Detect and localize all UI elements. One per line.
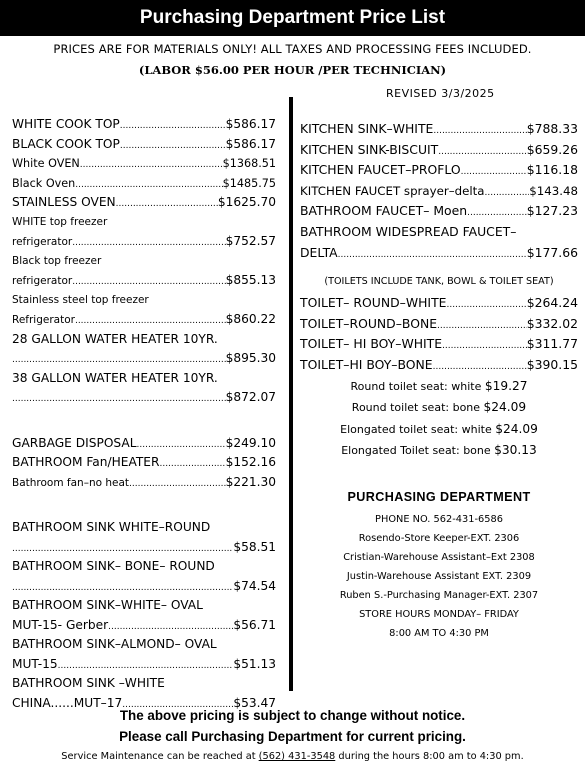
item-name: Round toilet seat: bone (351, 401, 481, 415)
item-price: $752.57 (225, 234, 276, 248)
page-title: Purchasing Department Price List (0, 0, 585, 36)
item-price: $30.13 (494, 443, 537, 458)
item-name: TOILET–ROUND–BONE (300, 315, 438, 331)
price-row (300, 314, 578, 335)
item-price: $58.51 (233, 539, 276, 554)
item-name-line: 28 GALLON WATER HEATER 10YR. (12, 331, 218, 346)
item-name: Refrigerator (12, 314, 75, 326)
item-name: Bathroom fan–no heat (12, 476, 130, 489)
item-name-line: BATHROOM SINK–WHITE– OVAL (12, 598, 203, 612)
item-name: Elongated toilet seat: white (340, 422, 492, 436)
item-price: $1625.70 (217, 195, 276, 209)
service-phone-link[interactable]: (562) 431-3548 (258, 751, 336, 762)
price-row (12, 577, 276, 597)
price-row (12, 655, 276, 675)
item-price: $53.47 (233, 695, 276, 710)
column-divider (289, 97, 293, 691)
item-price: $390.15 (526, 356, 578, 372)
price-row (12, 349, 276, 369)
item-price: $56.71 (233, 617, 276, 632)
item-name: KITCHEN FAUCET–PROFLO (300, 162, 461, 178)
item-price: $332.02 (526, 315, 578, 331)
item-price: $249.10 (225, 435, 276, 450)
price-row (12, 174, 276, 194)
price-row (12, 154, 276, 174)
item-price: $152.16 (225, 455, 276, 469)
contact-line: Ruben S.-Purchasing Manager-EXT. 2307 (339, 590, 539, 601)
item-price: $872.07 (225, 390, 276, 404)
price-row (300, 160, 578, 181)
item-name-line: BATHROOM SINK –WHITE (12, 676, 165, 690)
item-name-line: Black top freezer (12, 254, 102, 267)
item-name: refrigerator (12, 236, 73, 248)
item-name: KITCHEN FAUCET sprayer–delta (300, 183, 485, 198)
labor-rate: (LABOR $56.00 PER HOUR /PER TECHNICIAN) (138, 63, 447, 77)
item-price: $116.18 (526, 162, 578, 178)
item-price: $895.30 (225, 351, 276, 365)
item-price: $127.23 (526, 203, 578, 219)
toilet-seat-row (300, 419, 578, 441)
item-name-line: 38 GALLON WATER HEATER 10YR. (12, 370, 218, 385)
price-row (12, 434, 276, 454)
item-name: MUT-15 (12, 656, 58, 671)
item-name: TOILET– ROUND–WHITE (300, 295, 447, 311)
contact-line: PHONE NO. 562-431-6586 (375, 514, 503, 525)
item-name: TOILET–HI BOY–BONE (300, 356, 433, 372)
item-price: $1368.51 (222, 157, 276, 170)
price-row (12, 616, 276, 636)
price-row (12, 453, 276, 473)
item-name: GARBAGE DISPOSAL (12, 435, 137, 450)
item-name: MUT-15- Gerber (12, 617, 109, 632)
item-name: TOILET– HI BOY–WHITE (300, 336, 443, 352)
item-name: Elongated Toilet seat: bone (341, 444, 491, 458)
item-name-line: Stainless steel top freezer (12, 293, 149, 306)
price-row (12, 232, 276, 252)
contact-line: Cristian-Warehouse Assistant–Ext 2308 (343, 552, 535, 563)
left-price-column (12, 115, 276, 713)
price-row (12, 115, 276, 135)
item-name-line: WHITE top freezer (12, 215, 108, 228)
price-row (300, 201, 578, 222)
item-price: $19.27 (484, 378, 528, 393)
item-price: $24.09 (495, 421, 538, 436)
price-row (12, 271, 276, 291)
item-price: $51.13 (233, 656, 276, 671)
item-price: $74.54 (233, 578, 276, 593)
price-row (300, 334, 578, 355)
revised-date: REVISED 3/3/2025 (386, 87, 495, 100)
price-row (12, 193, 276, 213)
contact-line: Rosendo-Store Keeper-EXT. 2306 (358, 533, 520, 544)
price-row (12, 388, 276, 408)
item-price: $24.09 (483, 400, 527, 415)
item-price: $855.13 (225, 273, 276, 287)
item-name: White OVEN (12, 157, 80, 170)
service-hours-text: during the hours 8:00 am to 4:30 pm. (335, 751, 524, 762)
item-name: BLACK COOK TOP (12, 136, 120, 151)
item-price: $143.48 (529, 183, 578, 198)
price-row (12, 473, 276, 493)
item-price: $659.26 (526, 141, 578, 157)
price-row (12, 135, 276, 155)
item-name: WHITE COOK TOP (12, 117, 120, 131)
toilet-seat-row (300, 397, 578, 419)
item-name: BATHROOM Fan/HEATER (12, 455, 160, 469)
service-text: Service Maintenance can be reached at (61, 751, 259, 762)
item-name: KITCHEN SINK–WHITE (300, 121, 434, 136)
item-price: $586.17 (225, 117, 276, 131)
item-name-line: BATHROOM SINK– BONE– ROUND (12, 559, 215, 573)
price-row (300, 119, 578, 140)
item-price: $264.24 (526, 295, 578, 311)
item-price: $311.77 (526, 336, 578, 352)
toilet-note: (TOILETS INCLUDE TANK, BOWL & TOILET SEAT) (324, 276, 554, 288)
item-name: Round toilet seat: white (350, 379, 482, 393)
item-price: $788.33 (526, 121, 578, 136)
item-name: KITCHEN SINK-BISCUIT (300, 141, 439, 157)
item-price: $586.17 (225, 136, 276, 151)
pricing-disclaimer: The above pricing is subject to change without notice. (119, 708, 466, 723)
item-name: DELTA (300, 244, 338, 260)
right-price-column (300, 119, 578, 462)
price-row (300, 140, 578, 161)
price-row (12, 310, 276, 330)
toilet-seat-row (300, 376, 578, 398)
price-row (300, 355, 578, 376)
item-name: refrigerator (12, 275, 73, 287)
price-row (300, 293, 578, 314)
item-name-line: BATHROOM WIDESPREAD FAUCET– (300, 223, 517, 239)
item-name-line: BATHROOM SINK WHITE–ROUND (12, 520, 211, 534)
store-hours-line: 8:00 AM TO 4:30 PM (389, 628, 489, 639)
store-hours-line: STORE HOURS MONDAY– FRIDAY (359, 609, 519, 620)
item-name-line: BATHROOM SINK–ALMOND– OVAL (12, 637, 217, 651)
item-price: $1485.75 (222, 176, 276, 190)
item-price: $860.22 (225, 312, 276, 326)
item-price: $177.66 (526, 244, 578, 260)
price-row (300, 243, 578, 264)
item-name: Black Oven (12, 176, 76, 190)
purchasing-contact-block (300, 490, 578, 643)
item-name: CHINA......MUT–17 (12, 695, 123, 710)
contact-line: Justin-Warehouse Assistant EXT. 2309 (346, 571, 532, 582)
item-price: $221.30 (225, 474, 276, 489)
toilet-seat-row (300, 440, 578, 462)
item-name: BATHROOM FAUCET– Moen (300, 203, 468, 219)
pricing-call-notice: Please call Purchasing Department for current pricing. (119, 729, 466, 744)
price-row (12, 538, 276, 558)
service-maintenance-notice (0, 751, 585, 762)
materials-notice: PRICES ARE FOR MATERIALS ONLY! ALL TAXES AND PROCESSING FEES INCLUDED. (53, 42, 532, 56)
item-name: STAINLESS OVEN (12, 195, 116, 209)
purchasing-heading: PURCHASING DEPARTMENT (347, 490, 531, 504)
price-row (300, 181, 578, 202)
